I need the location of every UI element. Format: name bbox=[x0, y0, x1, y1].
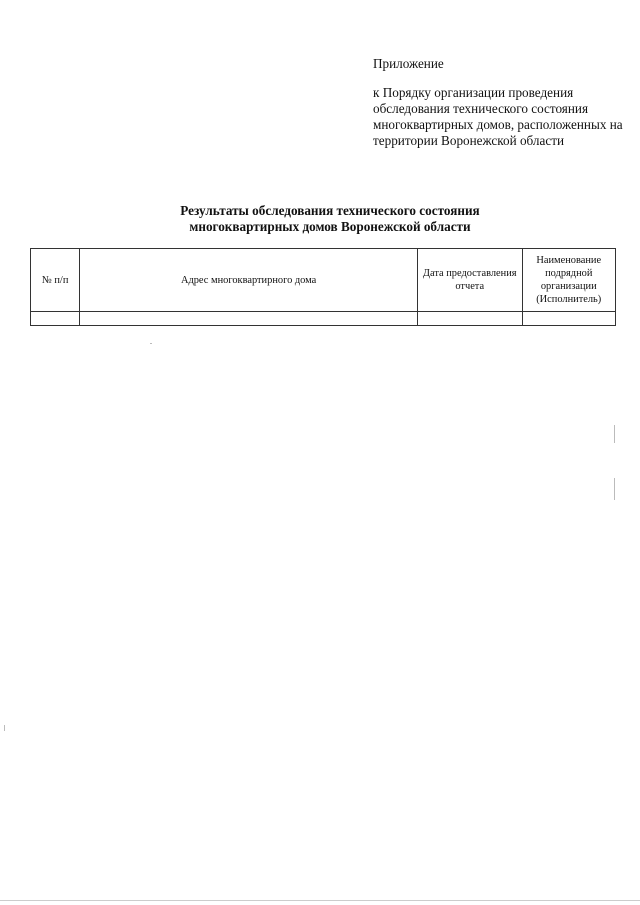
appendix-block bbox=[373, 56, 623, 149]
cell-address bbox=[80, 312, 418, 326]
document-title: Результаты обследования технического состояния многоквартирных домов Воронежской области bbox=[180, 203, 480, 234]
scan-artifact bbox=[4, 725, 5, 731]
table-header-row bbox=[31, 249, 616, 312]
cell-number bbox=[31, 312, 80, 326]
scan-artifact bbox=[614, 425, 615, 443]
cell-report-date bbox=[417, 312, 522, 326]
scan-artifact bbox=[0, 900, 640, 901]
header-report-date: Дата предоставления отчета bbox=[417, 249, 522, 312]
header-address: Адрес многоквартирного дома bbox=[80, 249, 418, 312]
appendix-reference: к Порядку организации проведения обследования технического состояния многоквартирных домов, расположенных на территории Воронежской области bbox=[373, 85, 623, 148]
appendix-title: Приложение bbox=[373, 56, 444, 71]
header-contractor: Наименование подрядной организации (Исполнитель) bbox=[522, 249, 616, 312]
scan-artifact bbox=[150, 343, 152, 344]
results-table bbox=[30, 248, 616, 326]
table-row bbox=[31, 312, 616, 326]
header-number: № п/п bbox=[31, 249, 80, 312]
scan-artifact bbox=[614, 478, 615, 500]
cell-contractor bbox=[522, 312, 616, 326]
